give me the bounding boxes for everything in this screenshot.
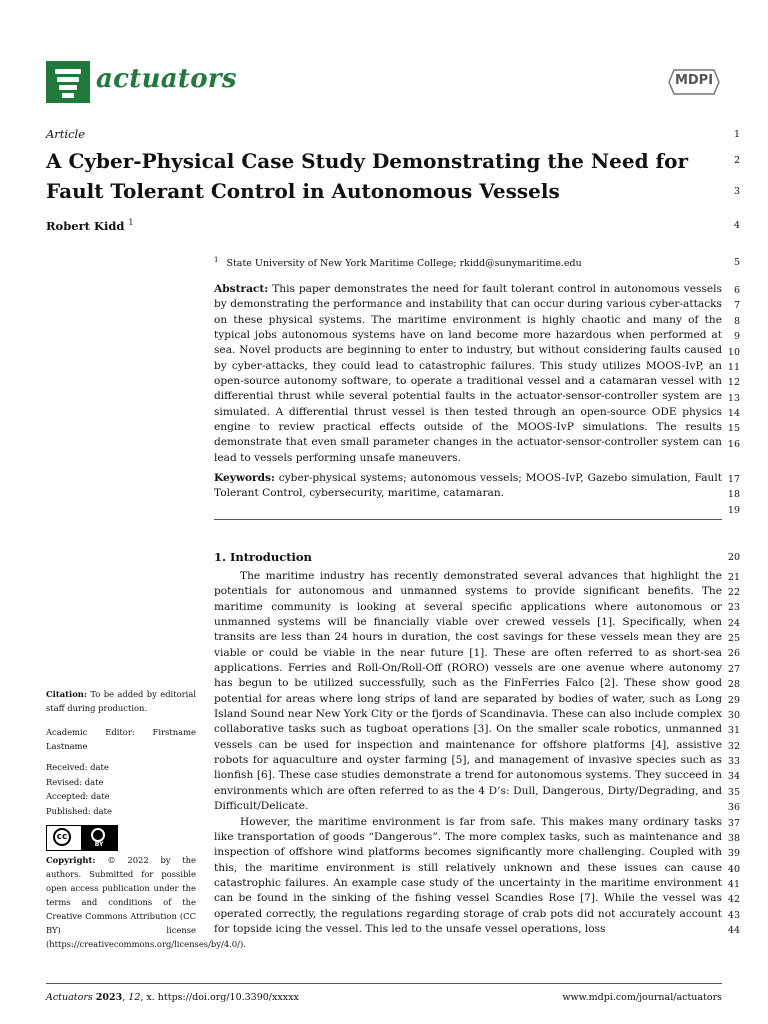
- line-number: 37: [727, 818, 740, 829]
- intro-paragraph-1: The maritime industry has recently demonstrated several advances that highlight the potentials for autonomous and unmanned systems to provide significant benefits. The maritime community is looking at several specific applications where autonomous or unmanned systems will be financially viable over crewed vessels [1]. Specifically, when transits are less than 24 hours in duration, the cost savings for these vessels mean they are viable or could be viable in the near future [1]. These are often referred to as short-sea applications. Ferries and Roll-On/Roll-Off (RORO) vessels are one avenue where autonomy has begun to be utilized successfully, such as the FinFerries Falco [2]. These show good potential for areas where long strips of land are separated by bodies of water, such as Long Island Sound near New York City or the fjords of Scandinavia. These can also include complex collaborative tasks such as tugboat operations [3]. On the smaller scale robotics, unmanned vessels can be used for inspection and maintenance for offshore platforms [4], assistive robots for aquaculture and oyster farming [5], and management of invasive species such as lionfish [6]. These case studies demonstrate a trend for autonomous systems. They succeed in environments which are often referred to as the 4 D’s: Dull, Dangerous, Dirty/Degrading, and Difficult/Delicate.: [214, 570, 722, 813]
- footer-journal: Actuators: [46, 992, 93, 1003]
- line-number: 1: [733, 129, 740, 140]
- article-type: Article: [46, 127, 86, 141]
- section-title: 1. Introduction: [214, 550, 312, 564]
- line-number: 5: [733, 257, 740, 268]
- line-number: 22: [727, 587, 740, 598]
- abstract-label: Abstract:: [214, 283, 269, 295]
- citation-note: [46, 687, 196, 715]
- line-number: 19: [727, 505, 740, 516]
- line-number: 33: [727, 756, 740, 767]
- line-number: 44: [727, 925, 740, 936]
- line-number: 10: [727, 347, 740, 358]
- line-number: 18: [727, 489, 740, 500]
- footer-volume: 12: [128, 992, 141, 1003]
- keywords-label: Keywords:: [214, 472, 275, 484]
- line-number: 23: [727, 602, 740, 613]
- line-number: 32: [727, 741, 740, 752]
- affiliation-text: State University of New York Maritime College; rkidd@sunymaritime.edu: [226, 258, 582, 270]
- line-number: 40: [727, 864, 740, 875]
- line-number: 3: [733, 186, 740, 197]
- line-number: 6: [733, 285, 740, 296]
- person-icon: [91, 828, 105, 842]
- line-number: 34: [727, 771, 740, 782]
- line-number: 41: [727, 879, 740, 890]
- by-icon-area: [81, 826, 117, 850]
- footer-divider: [46, 983, 722, 984]
- copyright-label: Copyright:: [46, 855, 96, 865]
- line-number: 12: [727, 377, 740, 388]
- accepted-date: Accepted: date: [46, 791, 110, 801]
- received-date: Received: date: [46, 762, 109, 772]
- publisher-name: MDPI: [674, 73, 714, 88]
- line-number: 20: [727, 552, 740, 563]
- citation-text: To be added by editorial staff during production.: [46, 689, 196, 713]
- academic-editor: Academic Editor: Firstname Lastname: [46, 727, 196, 751]
- line-number: 25: [727, 633, 740, 644]
- revised-date: Revised: date: [46, 777, 104, 787]
- author-name: Robert Kidd: [46, 218, 125, 233]
- line-number: 17: [727, 474, 740, 485]
- line-number: 30: [727, 710, 740, 721]
- line-number: 21: [727, 572, 740, 583]
- line-number: 35: [727, 787, 740, 798]
- line-number: 7: [733, 300, 740, 311]
- line-number: 28: [727, 679, 740, 690]
- affiliation-num: 1: [214, 256, 219, 264]
- journal-name: actuators: [96, 64, 237, 94]
- line-number: 39: [727, 848, 740, 859]
- intro-paragraph-2: However, the maritime environment is far from safe. This makes many ordinary tasks like transportation of goods “Dangerous”. The more complex tasks, such as maintenance and inspection of offshore wind platforms becomes significantly more challenging. Coupled with this, the maritime environment is still relatively unknown and these issues can cause catastrophic failures. An example case study of the uncertainty in the maritime environment can be found in the sinking of the fishing vessel Scandies Rose [7]. While the vessel was operated correctly, the regulations regarding storage of crab pots did not accurately account for topside icing the vessel. This led to the unsafe vessel operations, loss: [214, 815, 722, 935]
- line-number: 36: [727, 802, 740, 813]
- keywords-text: cyber-physical systems; autonomous vessels; MOOS-IvP, Gazebo simulation, Fault Tolerant Control, cybersecurity, maritime, catamaran.: [214, 472, 722, 500]
- copyright-note: [46, 853, 246, 951]
- footer-citation: Actuators 2023, 12, x. https://doi.org/10.3390/xxxxx: [46, 992, 299, 1003]
- by-label: BY: [94, 841, 104, 848]
- line-number: 13: [727, 393, 740, 404]
- cc-icon: cc: [53, 828, 71, 846]
- line-number: 16: [727, 439, 740, 450]
- line-number: 43: [727, 910, 740, 921]
- line-number: 9: [733, 331, 740, 342]
- abstract-text: This paper demonstrates the need for fault tolerant control in autonomous vessels by demonstrating the performance and instability that can occur during various cyber-attacks on these physical systems. The maritime environment is highly chaotic and many of the typical jobs autonomous systems have on land become more hazardous when performed at sea. Novel products are beginning to enter to industry, but without considering faults caused by cyber-attacks, they could lead to catastrophic failures. This study utilizes MOOS-IvP, an open-source autonomy software, to operate a traditional vessel and a catamaran vessel with differential thrust while several potential faults in the actuator-sensor-controller system are simulated. A differential thrust vessel is then tested through an open-source ODE physics engine to review practical effects outside of the MOOS-IvP simulations. The results demonstrate that even small parameter changes in the actuator-sensor-controller system can lead to vessels performing unsafe maneuvers.: [214, 283, 722, 464]
- footer-doi[interactable]: , x. https://doi.org/10.3390/xxxxx: [140, 992, 299, 1003]
- line-number: 26: [727, 648, 740, 659]
- line-number: 42: [727, 894, 740, 905]
- line-number: 29: [727, 695, 740, 706]
- citation-label: Citation:: [46, 689, 87, 699]
- author-sup: 1: [128, 218, 134, 227]
- footer-journal-url[interactable]: www.mdpi.com/journal/actuators: [562, 992, 722, 1003]
- paper-title: A Cyber-Physical Case Study Demonstrating the Need for Fault Tolerant Control in Autonomous Vessels: [46, 149, 688, 203]
- copyright-text: © 2022 by the authors. Submitted for possible open access publication under the terms and conditions of the Creative Commons Attribution (CC BY) license (https://creativecommons.org/licenses/by/4.0/).: [46, 855, 246, 949]
- line-number: 24: [727, 618, 740, 629]
- line-number: 38: [727, 833, 740, 844]
- line-number: 4: [733, 220, 740, 231]
- line-number: 14: [727, 408, 740, 419]
- cc-icon-area: [47, 826, 81, 850]
- line-number: 8: [733, 316, 740, 327]
- line-number: 31: [727, 725, 740, 736]
- line-number: 15: [727, 423, 740, 434]
- published-date: Published: date: [46, 806, 112, 816]
- line-number: 27: [727, 664, 740, 675]
- cc-by-license-badge[interactable]: [46, 825, 118, 851]
- line-number: 11: [727, 362, 740, 373]
- footer-year: 2023: [95, 992, 123, 1003]
- line-number: 2: [733, 155, 740, 166]
